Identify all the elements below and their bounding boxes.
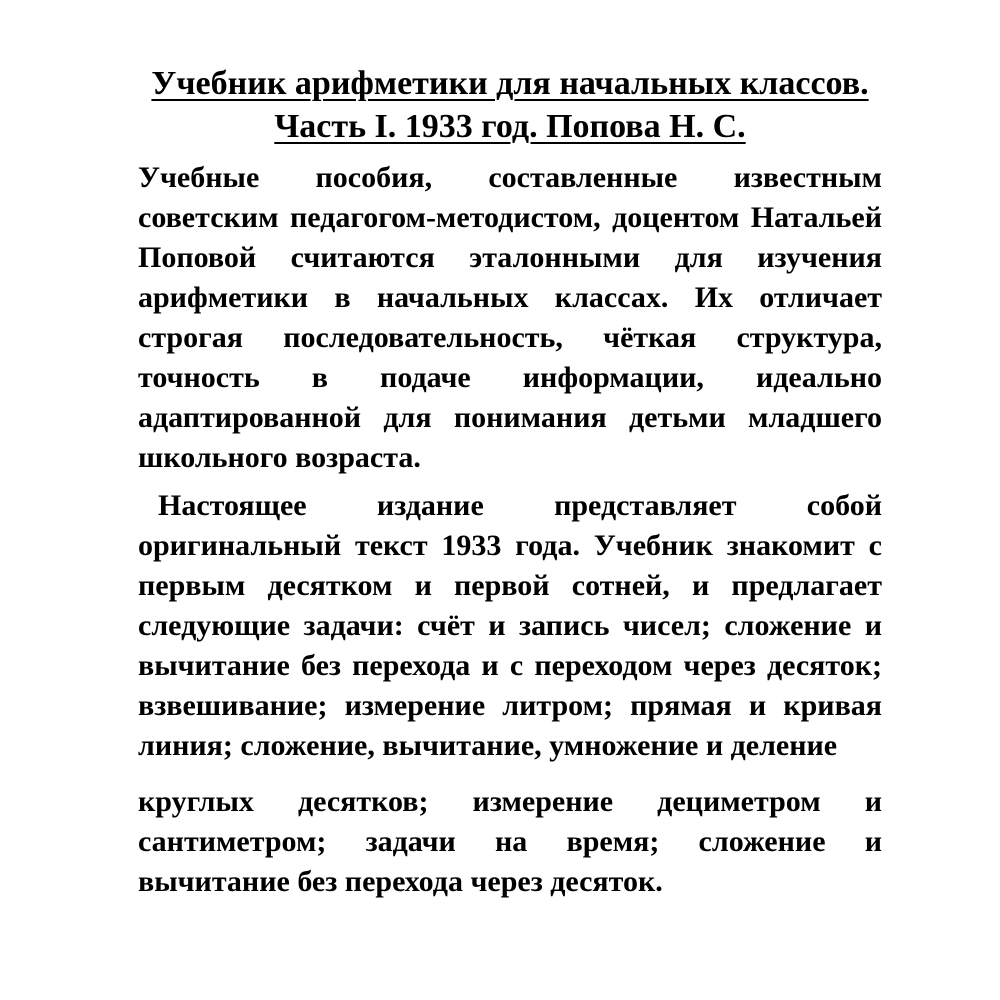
paragraph-intro: Учебные пособия, составленные известным советским педагогом-методистом, доцентом Натальей Поповой считаются эталонными для изучения арифметики в начальных классах. Их отличает строгая последовательность, чёткая структура, точность в подаче информации, идеально адаптированной для понимания детьми младшего школьного возраста. [138,161,882,474]
paragraph-continuation: круглых десятков; измерение дециметром и сантиметром; задачи на время; сложение и вычитание без перехода через десяток. [138,785,882,898]
document-page [138,62,882,902]
title-line-2: Часть I. 1933 год. Попова Н. С. [274,108,746,145]
paragraph-edition: Настоящее издание представляет собой оригинальный текст 1933 года. Учебник знакомит с первым десятком и первой сотней, и предлагает следующие задачи: счёт и запись чисел; сложение и вычитание без перехода и с переходом через десяток; взвешивание; измерение литром; прямая и кривая линия; сложение, вычитание, умножение и деление [138,489,882,762]
title-line-1: Учебник арифметики для начальных классов. [151,65,869,102]
document-title [138,62,882,148]
